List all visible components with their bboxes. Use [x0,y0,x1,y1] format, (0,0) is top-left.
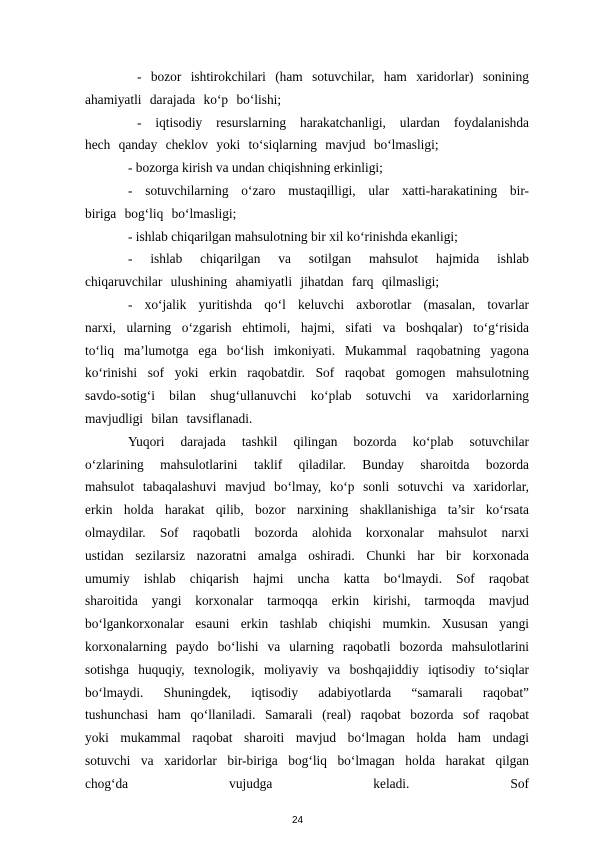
body-paragraph-pure-competition: Yuqori darajada tashkil qilingan bozorda ko‘plab sotuvchilar o‘zlarining mahsulotlarini taklif qiladilar. Bunday sharoitda bozorda mahsulot tabaqalashuvi mavjud bo‘lmay, ko‘p sonli sotuvchi va xaridorlar, erkin holda harakat qilib, bozor narxining shakllanishiga ta’sir ko‘rsata olmaydilar. Sof raqobatli bozorda alohida korxonalar mahsulot narxi ustidan sezilarsiz nazoratni amalga oshiradi. Chunki har bir korxonada umumiy ishlab chiqarish hajmi uncha katta bo‘lmaydi. Sof raqobat sharoitida yangi korxonalar tarmoqqa erkin kirishi, tarmoqda mavjud bo‘lgankorxonalar esauni erkin tashlab chiqishi mumkin. Xususan yangi korxonalarning paydo bo‘lishi va ularning raqobatli bozorda mahsulotlarini sotishga huquqiy, texnologik, moliyaviy va boshqajiddiy iqtisodiy to‘siqlar bo‘lmaydi. Shuningdek, iqtisodiy adabiyotlarda “samarali raqobat” tushunchasi ham qo‘llaniladi. Samarali (real) raqobat bozorda sof raqobat yoki mukammal raqobat sharoiti mavjud bo‘lmagan holda ham undagi sotuvchi va xaridorlar bir-biriga bog‘liq bo‘lmagan holda harakat qilgan chog‘da vujudga keladi. Sof [85,433,529,791]
list-item-information-access: - xo‘jalik yuritishda qo‘l keluvchi axborotlar (masalan, tovarlar narxi, ularning o‘zgarish ehtimoli, hajmi, sifati va boshqalar) to‘g‘risida to‘liq ma’lumotga ega bo‘lish imkoniyati. Mukammal raqobatning yagona ko‘rinishi sof yoki erkin raqobatdir. Sof raqobat gomogen mahsulotning savdo-sotig‘i bilan shug‘ullanuvchi ko‘plab sotuvchi va xaridorlarning mavjudligi bilan tavsiflanadi. [85,296,529,426]
list-item-resource-mobility: - iqtisodiy resurslarning harakatchanligi, ulardan foydalanishda hech qanday cheklov yoki to‘siqlarning mavjud bo‘lmasligi; [85,114,529,153]
list-item-seller-independence: - sotuvchilarning o‘zaro mustaqilligi, ular xatti-harakatining bir-biriga bog‘liq bo‘lmasligi; [85,182,529,221]
list-item-market-entry: - bozorga kirish va undan chiqishning erkinligi; [128,160,383,176]
page-number: 24 [291,815,304,826]
list-item-producer-share: - ishlab chiqarilgan va sotilgan mahsulot hajmida ishlab chiqaruvchilar ulushining ahamiyatli jihatdan farq qilmasligi; [85,251,529,290]
document-page [85,66,529,796]
list-item-participants: - bozor ishtirokchilari (ham sotuvchilar, ham xaridorlar) sonining ahamiyatli darajada ko‘p bo‘lishi; [85,69,529,107]
list-item-uniform-product: - ishlab chiqarilgan mahsulotning bir xil ko‘rinishda ekanligi; [128,228,458,244]
